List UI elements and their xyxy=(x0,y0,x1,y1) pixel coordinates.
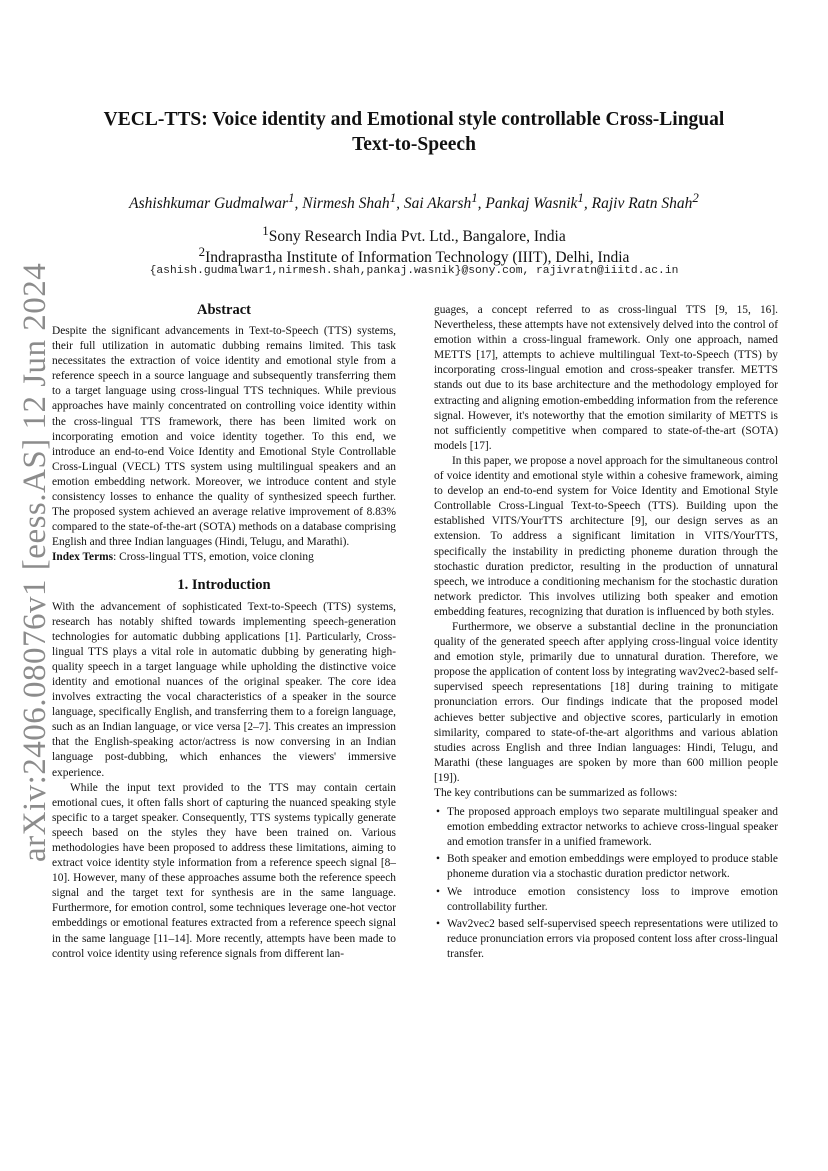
paper-title xyxy=(60,107,768,157)
author-affiliation-mark: 1 xyxy=(389,190,397,205)
introduction-heading: 1. Introduction xyxy=(177,576,271,593)
list-item-text: Both speaker and emotion embeddings were employed to produce stable phoneme duration via a stochastic duration predictor network. xyxy=(447,853,778,881)
author-name: Ashishkumar Gudmalwar xyxy=(129,195,289,213)
abstract-text: Despite the significant advancements in Text-to-Speech (TTS) systems, their full utilization in automatic dubbing remains limited. This task necessitates the extraction of voice identity and emotional style from a reference speech in a source language and subsequently transferring them to a target language using cross-lingual TTS techniques. While previous approaches have mainly concentrated on controlling voice identity within the cross-lingual TTS framework, there has been limited work on incorporating emotion and voice identity together. To this end, we introduce an end-to-end Voice Identity and Emotional Style Controllable Cross-Lingual (VECL) TTS system using multilingual speakers and an emotion embedding network. Moreover, we introduce content and style consistency losses to enhance the quality of synthesized speech further. The proposed system achieved an average relative improvement of 8.83% compared to the state-of-the-art (SOTA) methods on a database comprising English and three Indian languages (Hindi, Telugu, and Marathi). xyxy=(52,325,396,549)
contributions-intro: The key contributions can be summarized as follows: xyxy=(434,787,678,799)
author-name: Sai Akarsh xyxy=(403,195,472,213)
index-terms-label: Index Terms xyxy=(52,551,114,564)
contributions-list xyxy=(434,805,778,962)
author-affiliation-mark: 1 xyxy=(288,190,295,205)
introduction-paragraph: While the input text provided to the TTS may contain certain emotional cues, it often falls short of capturing the nuanced speaking style specific to a target speaker. Consequently, TTS systems typically generate speech based on the styles they have been trained on. Various methodologies have been proposed to address these limitations, aiming to extract voice identity style information from a reference speech signal [8–10]. However, many of these approaches assume both the reference speech signal and the target text for synthesis are in the same language. Furthermore, for emotion control, some techniques leverage one-hot vector embeddings or emotional features extracted from a reference speech signal in the same language [11–14]. More recently, attempts have been made to control voice identity using reference signals from different lan- xyxy=(52,781,396,960)
paper-title-line-1: VECL-TTS: Voice identity and Emotional style controllable Cross-Lingual xyxy=(103,109,725,130)
list-item xyxy=(434,917,778,962)
bullet-icon: • xyxy=(436,853,440,866)
list-item xyxy=(434,852,778,882)
author-affiliation-mark: 2 xyxy=(692,190,699,205)
affiliation-text: Indraprastha Institute of Information Technology (IIIT), Delhi, India xyxy=(205,249,630,267)
paper-title-line-2: Text-to-Speech xyxy=(352,134,476,155)
introduction-paragraph: With the advancement of sophisticated Text-to-Speech (TTS) systems, research has notably shifted towards implementing speech-generation technologies for automatic dubbing applications [1]. Particularly, Cross-lingual TTS plays a vital role in automatic dubbing by generating high-quality speech in a target language while upholding the distinctive voice identity and emotional nuances of the original speaker. The core idea involves extracting the vocal characteristics of a speaker in the source language, specifically English, and transferring them to a foreign language, such as an Indian language, or vice versa [2–7]. This creates an impression that the English-speaking actor/actress is now conversing in an Indian language post-dubbing, which enhances the viewers' immersive experience. xyxy=(52,600,396,779)
bullet-icon: • xyxy=(436,885,440,898)
author-name: Pankaj Wasnik xyxy=(485,195,578,213)
author-name: Rajiv Ratn Shah xyxy=(591,195,693,213)
left-column xyxy=(52,300,396,962)
introduction-paragraph: In this paper, we propose a novel approach for the simultaneous control of voice identity and emotional style within a cohesive framework, aiming to develop an end-to-end system for Voice Identity and Emotional Style Controllable Cross-Lingual Text-to-Speech (TTS). Building upon the established VITS/YourTTS architecture [9], our design serves as an extension. To address a significant limitation in VITS/YourTTS, specifically the instability in predicting phoneme duration through the stochastic duration predictor, resulting in the production of unnatural speech, we introduce a conditioning mechanism for the stochastic duration network predictor. This involves utilizing both speaker and emotion embedding features, recognizing that duration is influenced by both styles. xyxy=(434,454,778,618)
bullet-icon: • xyxy=(436,806,440,819)
author-list: Ashishkumar Gudmalwar$^1$, Nirmesh Shah$^1$, Sai Akarsh$^1$, Pankaj Wasnik$^1$, Rajiv Ratn Shah$^2$ xyxy=(129,190,699,213)
abstract-heading: Abstract xyxy=(197,302,251,318)
index-terms-list: : Cross-lingual TTS, emotion, voice cloning xyxy=(113,551,314,564)
affiliation-mark: 1 xyxy=(262,223,269,238)
introduction-paragraph: guages, a concept referred to as cross-lingual TTS [9, 15, 16]. Nevertheless, these attempts have not extensively delved into the control of emotion within a cross-lingual framework. Only one approach, named METTS [17], attempts to achieve multilingual Text-to-Speech (TTS) by incorporating cross-lingual emotion and cross-speaker transfer. METTS stands out due to its base architecture and the methodology employed for extracting and aligning emotion-embedding information from the reference signal. However, it's noteworthy that the emotion similarity of METTS is not sufficiently competitive when compared to state-of-the-art (SOTA) models [17]. xyxy=(434,304,778,452)
list-item-text: The proposed approach employs two separate multilingual speaker and emotion embedding extractor networks to achieve cross-lingual speaker and emotion transfer in a unified framework. xyxy=(447,806,778,849)
affiliation-text: Sony Research India Pvt. Ltd., Bangalore, India xyxy=(268,228,566,246)
arxiv-side-stamp: arXiv:2406.08076v1 [eess.AS] 12 Jun 2024 xyxy=(17,262,53,862)
author-affiliation-mark: 1 xyxy=(471,190,478,205)
affiliation-2 xyxy=(40,244,788,267)
list-item xyxy=(434,805,778,850)
affiliation-mark: 2 xyxy=(198,244,206,259)
right-column xyxy=(434,303,778,964)
author-emails: {ashish.gudmalwar1,nirmesh.shah,pankaj.wasnik}@sony.com, rajivratn@iiitd.ac.in xyxy=(149,265,679,277)
author-affiliation-mark: 1 xyxy=(577,190,584,205)
bullet-icon: • xyxy=(436,917,440,930)
list-item-text: We introduce emotion consistency loss to improve emotion controllability further. xyxy=(447,885,778,913)
affiliation-1 xyxy=(40,223,788,246)
index-terms xyxy=(52,550,396,565)
author-name: Nirmesh Shah xyxy=(302,195,390,213)
list-item-text: Wav2vec2 based self-supervised speech representations were utilized to reduce pronunciation errors via proposed content loss after cross-lingual transfer. xyxy=(447,917,778,960)
list-item xyxy=(434,885,778,915)
introduction-paragraph: Furthermore, we observe a substantial decline in the pronunciation quality of the generated speech after applying cross-lingual voice identity and emotion style, primarily due to unnatural duration. Therefore, we propose the application of content loss by integrating wav2vec2-based self-supervised speech representations [18] during training to mitigate pronunciation errors. Our findings indicate that the proposed model achieves better subjective and objective scores, particularly in emotion similarity, compared to state-of-the-art algorithms and various ablation studies across English and three Indian languages: Hindi, Telugu, and Marathi (these languages are spoken by more than 600 million people [19]). xyxy=(434,620,778,784)
